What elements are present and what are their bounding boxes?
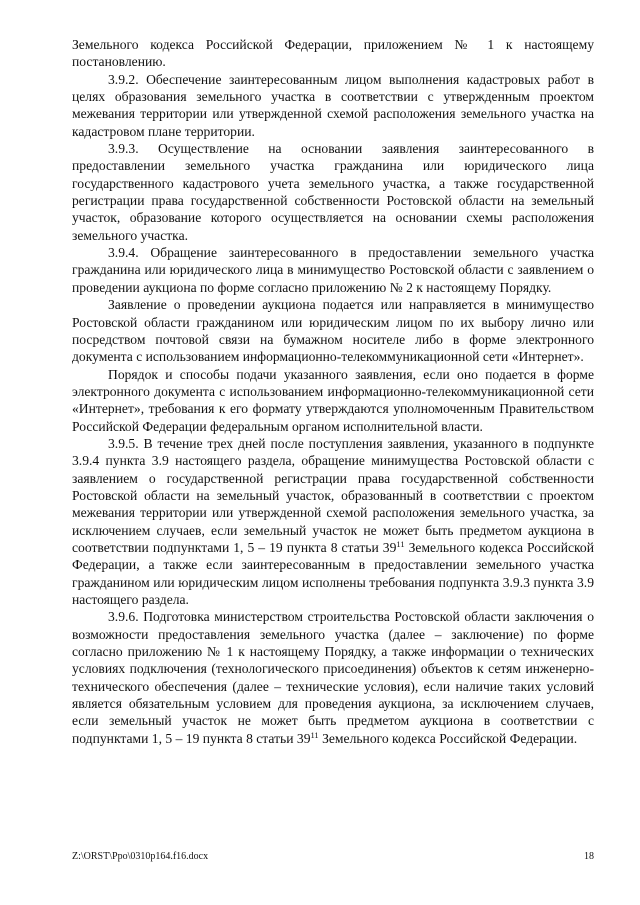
paragraph-3-9-5: [72, 435, 594, 608]
paragraph-3-9-3: 3.9.3. Осуществление на основании заявления заинтересованного в предоставлении земельного участка гражданина или юридического лица государственного кадастрового учета земельного участка, а также государственной регистрации права государственной собственности Ростовской области на земельный участок, образование которого осуществляется на основании схемы расположения земельного участка.: [72, 141, 594, 243]
footer-file-path: Z:\ORST\Ppo\0310p164.f16.docx: [72, 851, 209, 862]
paragraph-3-9-2: 3.9.2. Обеспечение заинтересованным лицом выполнения кадастровых работ в целях образования земельного участка в соответствии с утвержденным проектом межевания территории или утвержденной схемой расположения земельного участка на кадастровом плане территории.: [72, 71, 594, 139]
paragraph-application-submission: Заявление о проведении аукциона подается или направляется в минимущество Ростовской области гражданином или юридическим лицом по их выбору лично или посредством почтовой связи на бумажном носителе либо в форме электронного документа с использованием информационно-телекоммуникационной сети «Интернет».: [72, 297, 594, 365]
superscript-article-index: 11: [310, 729, 319, 740]
page-number: 18: [584, 851, 594, 862]
paragraph-3-9-6-text-before: 3.9.6. Подготовка министерством строительства Ростовской области заключения о возможности предоставления земельного участка (далее – заключение) по форме согласно приложению № 1 к настоящему Порядку, а также информации о технических условиях подключения (технологического присоединения) объектов к сетям инженерно-технического обеспечения (далее – технические условия), если наличие таких условий является обязательным условием для проведения аукциона, за исключением случаев, если земельный участок не может быть предметом аукциона в соответствии с подпунктами 1, 5 – 19 пункта 8 статьи 39: [72, 609, 594, 746]
paragraph-3-9-4: 3.9.4. Обращение заинтересованного в предоставлении земельного участка гражданина или юридического лица в минимущество Ростовской области с заявлением о проведении аукциона по форме согласно приложению № 2 к настоящему Порядку.: [72, 245, 594, 295]
document-body: [72, 36, 594, 747]
paragraph-continuation: Земельного кодекса Российской Федерации, приложением № 1 к настоящему постановлению.: [72, 37, 594, 70]
paragraph-3-9-6-text-after: Земельного кодекса Российской Федерации.: [318, 730, 578, 746]
paragraph-3-9-5-text-after: Земельного кодекса Российской Федерации, а также если заинтересованным в предоставлении земельного участка гражданином или юридическим лицом исполнены требования подпункта 3.9.3 пункта 3.9 настоящего раздела.: [72, 539, 594, 607]
paragraph-3-9-5-text-before: 3.9.5. В течение трех дней после поступления заявления, указанного в подпункте 3.9.4 пункта 3.9 настоящего раздела, обращение минимущества Ростовской области с заявлением о государственной регистрации права государственной собственности Ростовской области на земельный участок, образованный в соответствии с проектом межевания территории или утвержденной схемой расположения земельного участка, за исключением случаев, если земельный участок не может быть предметом аукциона в соответствии подпунктами 1, 5 – 19 пункта 8 статьи 39: [72, 435, 594, 555]
superscript-article-index: 11: [396, 538, 405, 549]
paragraph-submission-procedure: Порядок и способы подачи указанного заявления, если оно подается в форме электронного документа с использованием информационно-телекоммуникационной сети «Интернет», требования к его формату утверждаются уполномоченным Правительством Российской Федерации федеральным органом исполнительной власти.: [72, 366, 594, 434]
paragraph-3-9-6: [72, 608, 594, 747]
